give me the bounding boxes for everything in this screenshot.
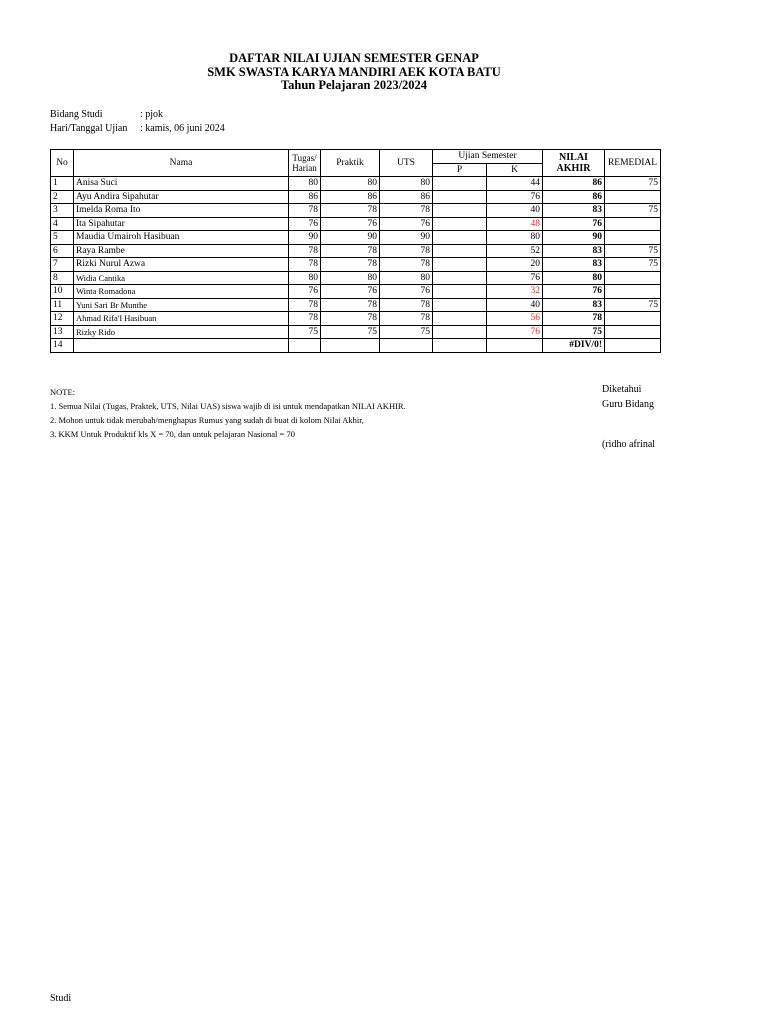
- cell-p: [433, 325, 487, 339]
- cell-nilai-akhir: 76: [543, 217, 605, 231]
- cell-p: [433, 190, 487, 204]
- table-row: [51, 271, 661, 285]
- cell-nama: Maudia Umairoh Hasibuan: [74, 231, 289, 245]
- cell-nilai-akhir: 83: [543, 244, 605, 258]
- cell-uts: 80: [380, 271, 433, 285]
- cell-tugas: 76: [289, 285, 321, 299]
- notes-block: [50, 385, 406, 441]
- table-row: [51, 217, 661, 231]
- cell-nilai-akhir: 86: [543, 177, 605, 191]
- signature-acknowledged: Diketahui: [602, 384, 642, 395]
- cell-nama: Ayu Andira Sipahutar: [74, 190, 289, 204]
- cell-tugas: 78: [289, 244, 321, 258]
- signature-teacher-name: (ridho afrinal: [602, 439, 656, 450]
- cell-praktik: 90: [321, 231, 380, 245]
- cell-praktik: 78: [321, 312, 380, 326]
- cell-remedial: [605, 231, 661, 245]
- cell-p: [433, 231, 487, 245]
- note-item: 2. Mohon untuk tidak merubah/menghapus Rumus yang sudah di buat di kolom Nilai Akhir,: [50, 415, 364, 425]
- cell-tugas: 78: [289, 298, 321, 312]
- cell-p: [433, 298, 487, 312]
- table-row: [51, 177, 661, 191]
- header-harian: Harian: [292, 163, 317, 173]
- header-praktik: Praktik: [321, 150, 380, 177]
- header-remedial: REMEDIAL: [605, 150, 661, 177]
- cell-uts: 78: [380, 298, 433, 312]
- cell-remedial: [605, 271, 661, 285]
- cell-nama: Ahmad Rifa'I Hasibuan: [74, 312, 289, 326]
- title-line-2: SMK SWASTA KARYA MANDIRI AEK KOTA BATU: [207, 64, 501, 79]
- cell-uts: 75: [380, 325, 433, 339]
- notes-heading: NOTE:: [50, 387, 76, 397]
- subject-value: : pjok: [140, 109, 164, 120]
- cell-k: 80: [487, 231, 543, 245]
- cell-nama: Rizki Nurul Azwa: [74, 258, 289, 272]
- cell-p: [433, 339, 487, 353]
- cell-nilai-akhir: 76: [543, 285, 605, 299]
- cell-praktik: 78: [321, 298, 380, 312]
- cell-praktik: 80: [321, 177, 380, 191]
- cell-praktik: 80: [321, 271, 380, 285]
- table-row: [51, 244, 661, 258]
- cell-praktik: 86: [321, 190, 380, 204]
- cell-no: 1: [51, 177, 74, 191]
- cell-tugas: [289, 339, 321, 353]
- cell-nama: Winta Romadona: [74, 285, 289, 299]
- cell-no: 12: [51, 312, 74, 326]
- table-row: [51, 190, 661, 204]
- cell-k: 76: [487, 271, 543, 285]
- signature-teacher-role: Guru Bidang: [602, 399, 654, 410]
- header-ujian-semester: Ujian Semester: [433, 150, 543, 164]
- cell-tugas: 75: [289, 325, 321, 339]
- cell-nama: Anisa Suci: [74, 177, 289, 191]
- cell-k: 52: [487, 244, 543, 258]
- cell-nilai-akhir: 83: [543, 204, 605, 218]
- header-nilai-akhir: [543, 150, 605, 177]
- cell-praktik: 78: [321, 204, 380, 218]
- cell-no: 11: [51, 298, 74, 312]
- cell-nilai-akhir: 86: [543, 190, 605, 204]
- title-line-1: DAFTAR NILAI UJIAN SEMESTER GENAP: [229, 51, 479, 65]
- cell-p: [433, 204, 487, 218]
- cell-p: [433, 285, 487, 299]
- cell-tugas: 78: [289, 258, 321, 272]
- cell-no: 14: [51, 339, 74, 353]
- table-row: [51, 298, 661, 312]
- exam-date-label: Hari/Tanggal Ujian: [50, 123, 128, 134]
- cell-remedial: 75: [605, 258, 661, 272]
- header-tugas: Tugas/: [292, 153, 317, 163]
- cell-tugas: 80: [289, 177, 321, 191]
- cell-p: [433, 312, 487, 326]
- table-row: [51, 258, 661, 272]
- cell-no: 3: [51, 204, 74, 218]
- cell-uts: 76: [380, 285, 433, 299]
- cell-praktik: 75: [321, 325, 380, 339]
- header-no: No: [51, 150, 74, 177]
- cell-nama: Ita Sipahutar: [74, 217, 289, 231]
- header-uts: UTS: [380, 150, 433, 177]
- cell-p: [433, 177, 487, 191]
- exam-date-line: [50, 123, 225, 134]
- cell-k: [487, 339, 543, 353]
- cell-tugas: 76: [289, 217, 321, 231]
- cell-no: 4: [51, 217, 74, 231]
- cell-praktik: [321, 339, 380, 353]
- cell-uts: 90: [380, 231, 433, 245]
- subject-label: Bidang Studi: [50, 109, 103, 120]
- cell-k: 32: [487, 285, 543, 299]
- cell-p: [433, 217, 487, 231]
- cell-no: 2: [51, 190, 74, 204]
- cell-tugas: 78: [289, 204, 321, 218]
- cell-k: 40: [487, 298, 543, 312]
- cell-nama: Rizky Rido: [74, 325, 289, 339]
- grades-table: [50, 149, 661, 353]
- header-tugas-harian: [289, 150, 321, 177]
- cell-remedial: [605, 325, 661, 339]
- cell-nilai-akhir: 90: [543, 231, 605, 245]
- cell-remedial: 75: [605, 298, 661, 312]
- cell-uts: 78: [380, 244, 433, 258]
- cell-nilai-akhir: 78: [543, 312, 605, 326]
- cell-p: [433, 258, 487, 272]
- cell-no: 5: [51, 231, 74, 245]
- cell-nama: Yuni Sari Br Munthe: [74, 298, 289, 312]
- cell-remedial: [605, 190, 661, 204]
- cell-no: 10: [51, 285, 74, 299]
- cell-k: 56: [487, 312, 543, 326]
- table-row: [51, 312, 661, 326]
- header-akhir: AKHIR: [556, 163, 591, 174]
- cell-tugas: 90: [289, 231, 321, 245]
- cell-k: 44: [487, 177, 543, 191]
- cell-k: 40: [487, 204, 543, 218]
- cell-remedial: 75: [605, 177, 661, 191]
- note-item: 1. Semua Nilai (Tugas, Praktek, UTS, Nilai UAS) siswa wajib di isi untuk mendapatkan NILAI AKHIR.: [50, 401, 406, 411]
- cell-praktik: 76: [321, 285, 380, 299]
- cell-k: 76: [487, 325, 543, 339]
- cell-remedial: [605, 285, 661, 299]
- cell-uts: 78: [380, 204, 433, 218]
- cell-no: 13: [51, 325, 74, 339]
- cell-nama: [74, 339, 289, 353]
- cell-k: 76: [487, 190, 543, 204]
- cell-uts: 86: [380, 190, 433, 204]
- table-row: [51, 285, 661, 299]
- note-item: 3. KKM Untuk Produktif kls X = 70, dan untuk pelajaran Nasional = 70: [50, 429, 295, 439]
- document-title-block: [0, 52, 708, 93]
- cell-praktik: 78: [321, 258, 380, 272]
- cell-p: [433, 271, 487, 285]
- cell-tugas: 80: [289, 271, 321, 285]
- table-row: [51, 204, 661, 218]
- cell-uts: 78: [380, 258, 433, 272]
- cell-remedial: [605, 339, 661, 353]
- table-row: [51, 231, 661, 245]
- cell-praktik: 78: [321, 244, 380, 258]
- header-nilai: NILAI: [559, 152, 588, 163]
- cell-remedial: 75: [605, 204, 661, 218]
- cell-nama: Widia Cantika: [74, 271, 289, 285]
- cell-nilai-akhir: #DIV/0!: [543, 339, 605, 353]
- cell-k: 48: [487, 217, 543, 231]
- cell-no: 8: [51, 271, 74, 285]
- subject-line: [50, 109, 163, 120]
- exam-date-value: : kamis, 06 juni 2024: [140, 123, 225, 134]
- cell-nilai-akhir: 80: [543, 271, 605, 285]
- cell-uts: 76: [380, 217, 433, 231]
- grade-rows: [51, 177, 661, 353]
- cell-no: 6: [51, 244, 74, 258]
- table-row: [51, 339, 661, 353]
- footer-text: Studi: [50, 993, 72, 1004]
- cell-nama: Raya Rambe: [74, 244, 289, 258]
- cell-uts: 80: [380, 177, 433, 191]
- header-k: K: [487, 163, 543, 177]
- cell-p: [433, 244, 487, 258]
- cell-k: 20: [487, 258, 543, 272]
- table-row: [51, 325, 661, 339]
- cell-nilai-akhir: 83: [543, 298, 605, 312]
- cell-uts: [380, 339, 433, 353]
- header-p: P: [433, 163, 487, 177]
- header-nama: Nama: [74, 150, 289, 177]
- cell-uts: 78: [380, 312, 433, 326]
- cell-tugas: 86: [289, 190, 321, 204]
- cell-nilai-akhir: 83: [543, 258, 605, 272]
- cell-remedial: 75: [605, 244, 661, 258]
- cell-praktik: 76: [321, 217, 380, 231]
- cell-nama: Imelda Roma Ito: [74, 204, 289, 218]
- cell-remedial: [605, 312, 661, 326]
- cell-no: 7: [51, 258, 74, 272]
- cell-nilai-akhir: 75: [543, 325, 605, 339]
- cell-tugas: 78: [289, 312, 321, 326]
- title-line-3: Tahun Pelajaran 2023/2024: [280, 78, 428, 92]
- cell-remedial: [605, 217, 661, 231]
